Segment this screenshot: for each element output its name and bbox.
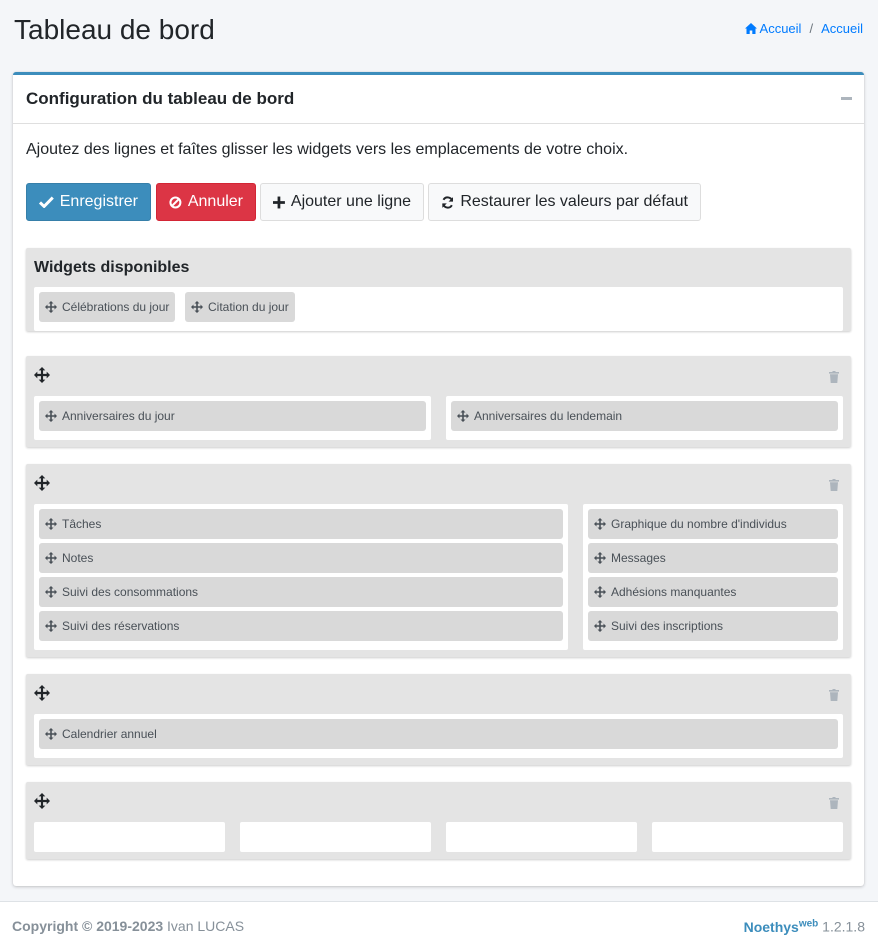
available-widgets-dropzone[interactable]	[34, 287, 843, 331]
widget-label: Suivi des réservations	[62, 619, 180, 633]
row-move-icon[interactable]	[34, 367, 50, 383]
add-row-button-label: Ajouter une ligne	[290, 193, 411, 210]
row-move-icon[interactable]	[34, 685, 50, 701]
breadcrumb-current-link[interactable]: Accueil	[821, 21, 863, 36]
row-column-dropzone[interactable]	[34, 714, 843, 758]
cancel-button[interactable]	[156, 183, 256, 221]
move-icon	[594, 620, 606, 632]
brand-name[interactable]	[744, 919, 819, 935]
save-button[interactable]	[26, 183, 151, 221]
move-icon	[45, 552, 57, 564]
move-icon	[594, 586, 606, 598]
brand-label: Noethys	[743, 918, 799, 935]
widget-label: Messages	[611, 551, 666, 565]
check-icon	[39, 196, 54, 208]
widget-label: Calendrier annuel	[62, 727, 157, 741]
widget-label: Célébrations du jour	[62, 300, 170, 314]
row-column-dropzone[interactable]	[34, 822, 225, 852]
available-widgets-title: Widgets disponibles	[34, 259, 190, 276]
row-column-dropzone[interactable]	[34, 396, 431, 440]
available-widgets-panel	[26, 248, 851, 331]
card-intro-text: Ajoutez des lignes et faîtes glisser les widgets vers les emplacements de votre choix.	[26, 141, 629, 158]
ban-icon	[169, 195, 182, 210]
widget-item[interactable]	[185, 292, 295, 322]
widget-item[interactable]	[588, 509, 838, 539]
breadcrumb	[745, 21, 863, 36]
refresh-icon	[441, 195, 454, 210]
widget-item[interactable]	[39, 611, 563, 641]
dashboard-row	[26, 464, 851, 657]
move-icon	[594, 552, 606, 564]
widget-label: Notes	[62, 551, 94, 565]
row-move-icon[interactable]	[34, 793, 50, 809]
dashboard-row	[26, 674, 851, 765]
widget-item[interactable]	[588, 577, 838, 607]
widget-item[interactable]	[588, 611, 838, 641]
widget-item[interactable]	[588, 543, 838, 573]
content-header	[0, 0, 878, 64]
footer-version	[744, 918, 865, 935]
move-icon	[457, 410, 469, 422]
breadcrumb-home-label: Accueil	[759, 21, 802, 36]
author-name: Ivan LUCAS	[167, 918, 245, 934]
breadcrumb-separator: /	[809, 21, 814, 36]
widget-label: Adhésions manquantes	[611, 585, 737, 599]
row-column-dropzone[interactable]	[446, 822, 637, 852]
move-icon	[191, 301, 203, 313]
move-icon	[594, 518, 606, 530]
dashboard-row	[26, 356, 851, 447]
row-move-icon[interactable]	[34, 475, 50, 491]
home-icon	[745, 23, 757, 34]
widget-label: Anniversaires du lendemain	[474, 409, 623, 423]
widget-item[interactable]	[39, 292, 175, 322]
widget-label: Suivi des consommations	[62, 585, 199, 599]
dashboard-config-card	[13, 72, 864, 886]
trash-icon[interactable]	[829, 479, 839, 491]
footer	[0, 901, 878, 949]
collapse-card-button[interactable]	[841, 97, 852, 100]
widget-label: Suivi des inscriptions	[611, 619, 724, 633]
restore-defaults-button-label: Restaurer les valeurs par défaut	[460, 193, 688, 210]
widget-item[interactable]	[451, 401, 838, 431]
widget-label: Tâches	[62, 517, 102, 531]
trash-icon[interactable]	[829, 797, 839, 809]
widget-item[interactable]	[39, 719, 838, 749]
widget-label: Graphique du nombre d'individus	[611, 517, 787, 531]
brand-sup: web	[798, 918, 819, 929]
row-column-dropzone[interactable]	[240, 822, 431, 852]
row-column-dropzone[interactable]	[652, 822, 843, 852]
page-title: Tableau de bord	[14, 14, 215, 45]
widget-item[interactable]	[39, 577, 563, 607]
trash-icon[interactable]	[829, 689, 839, 701]
cancel-button-label: Annuler	[187, 193, 243, 210]
widget-item[interactable]	[39, 543, 563, 573]
plus-icon	[273, 196, 285, 209]
version-number: 1.2.1.8	[822, 918, 865, 935]
restore-defaults-button[interactable]	[428, 183, 701, 221]
card-header	[13, 75, 864, 124]
row-column-dropzone[interactable]	[583, 504, 843, 650]
row-column-dropzone[interactable]	[34, 504, 568, 650]
row-column-dropzone[interactable]	[446, 396, 843, 440]
card-title: Configuration du tableau de bord	[26, 89, 295, 108]
trash-icon[interactable]	[829, 371, 839, 383]
widget-item[interactable]	[39, 401, 426, 431]
add-row-button[interactable]	[260, 183, 424, 221]
move-icon	[45, 518, 57, 530]
save-button-label: Enregistrer	[59, 193, 138, 210]
move-icon	[45, 586, 57, 598]
breadcrumb-home-link[interactable]	[745, 21, 802, 36]
move-icon	[45, 728, 57, 740]
widget-label: Anniversaires du jour	[62, 409, 175, 423]
dashboard-row	[26, 782, 851, 859]
copyright-text: Copyright © 2019-2023	[12, 918, 164, 934]
move-icon	[45, 301, 57, 313]
widget-label: Citation du jour	[208, 300, 289, 314]
footer-copyright	[12, 918, 244, 934]
move-icon	[45, 620, 57, 632]
widget-item[interactable]	[39, 509, 563, 539]
move-icon	[45, 410, 57, 422]
